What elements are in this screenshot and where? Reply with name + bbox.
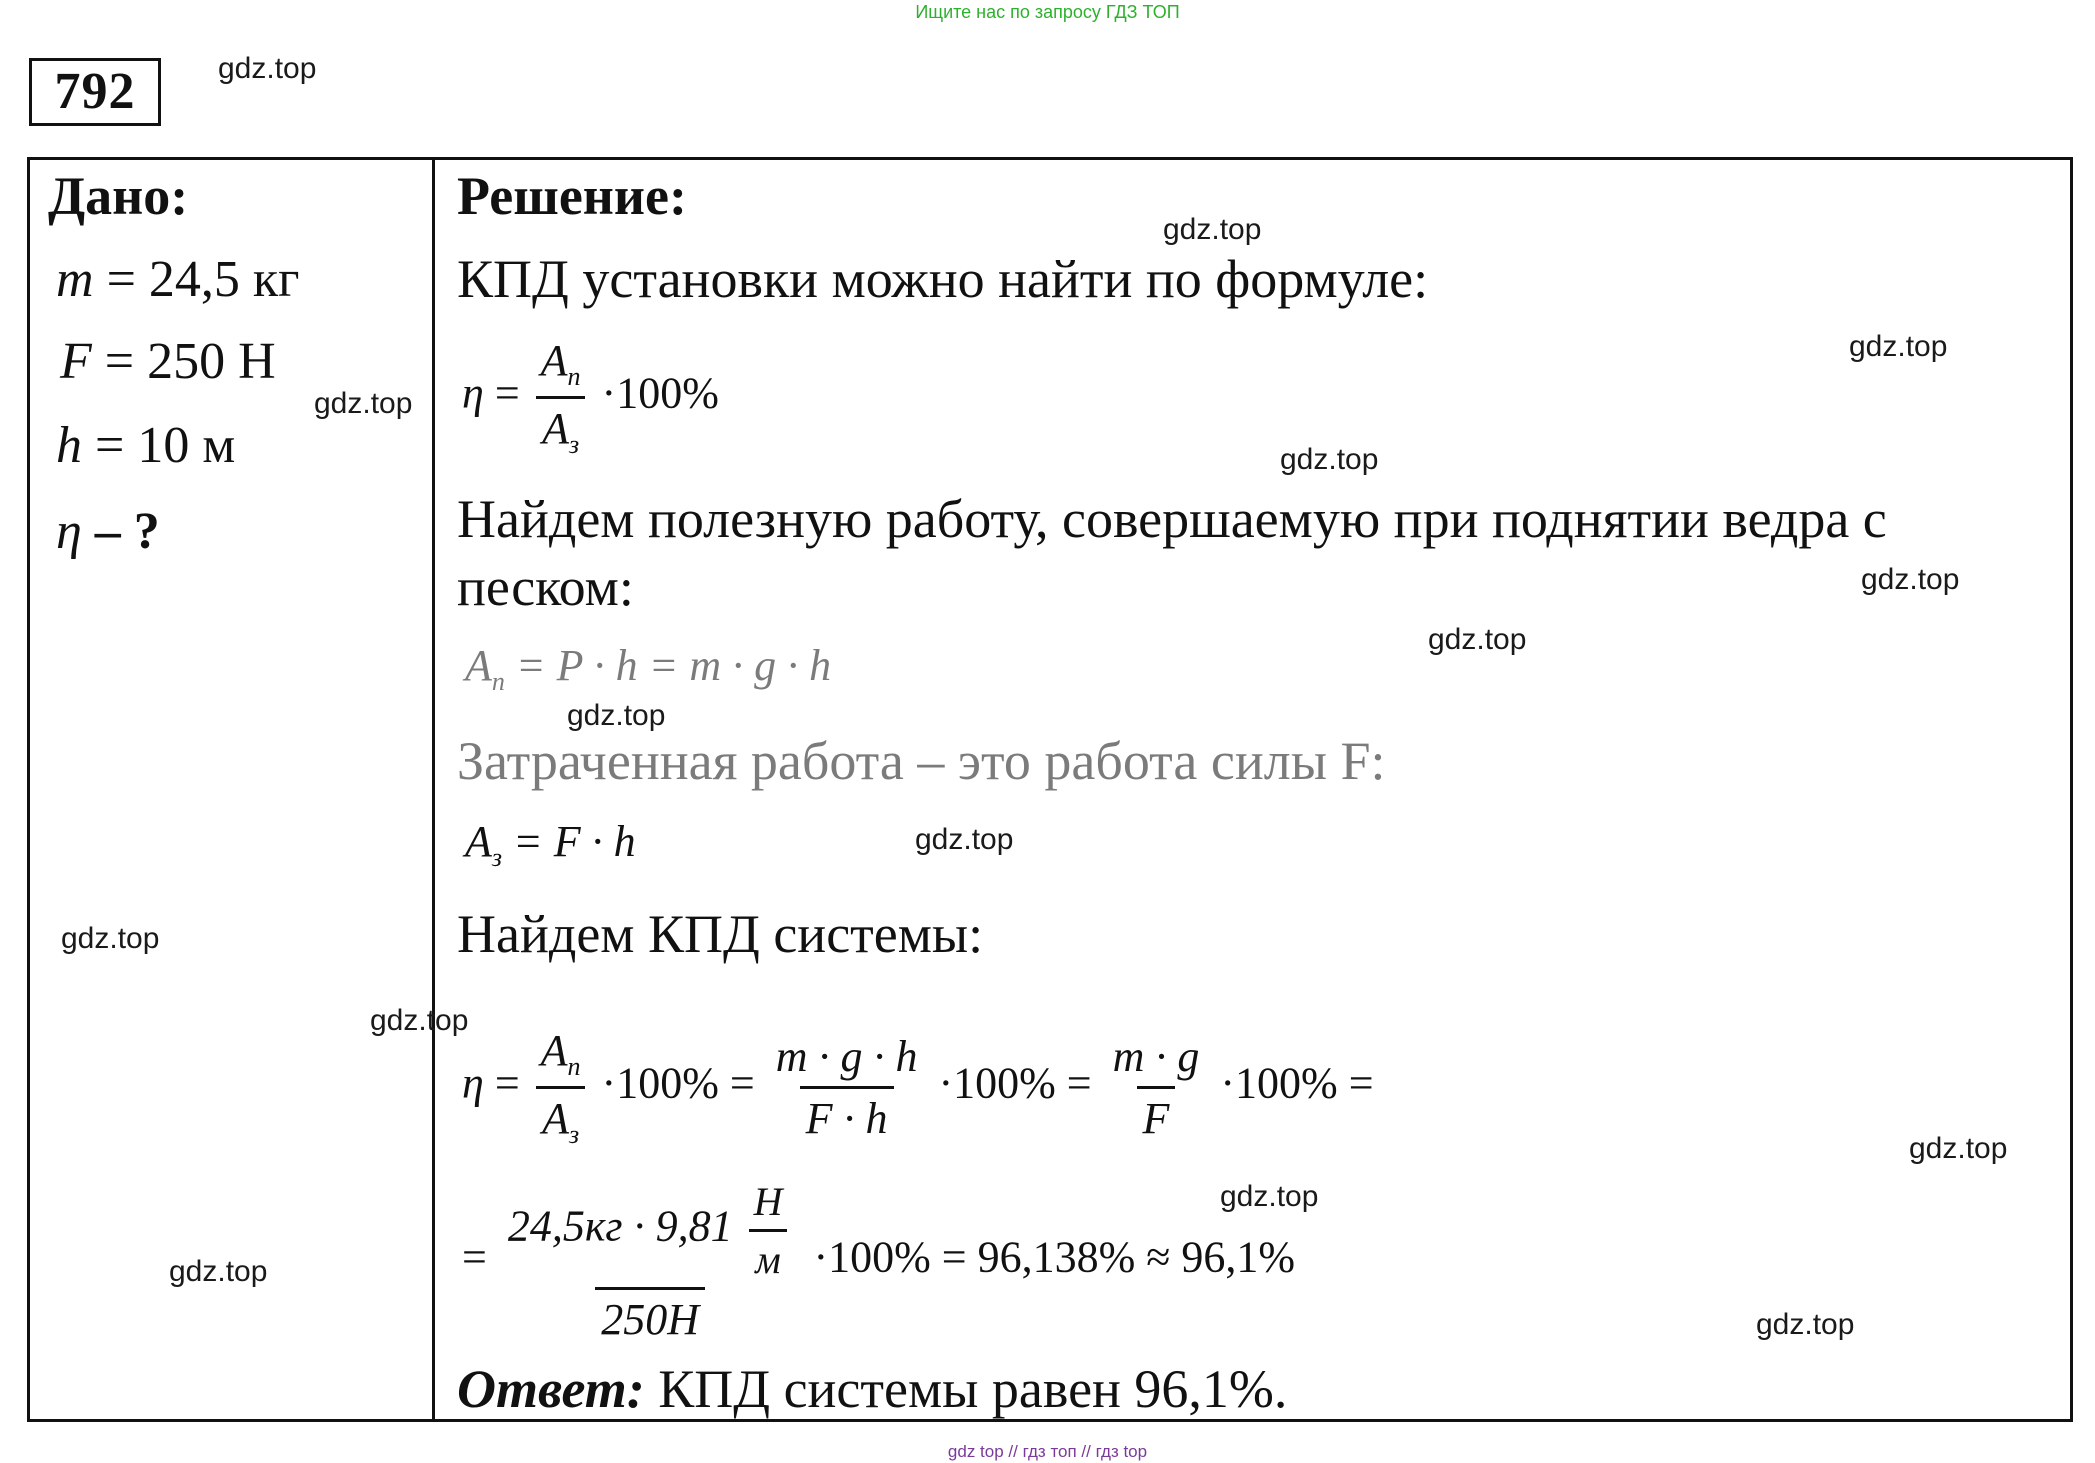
watermark: gdz.top — [1163, 213, 1262, 246]
solution-line-2b: песком: — [457, 557, 634, 617]
watermark: gdz.top — [370, 1004, 469, 1037]
spent-subscript: з — [491, 842, 503, 872]
work-symbol: A — [542, 403, 569, 453]
numerator-mg: m · g — [1112, 1031, 1200, 1081]
height-value: = 10 м — [95, 417, 236, 474]
watermark: gdz.top — [915, 823, 1014, 856]
mass-value: = 24,5 кг — [106, 251, 300, 308]
fraction-an-az — [535, 1025, 587, 1150]
answer-line — [457, 1358, 1287, 1420]
spent-subscript: з — [568, 429, 580, 459]
height-symbol: h — [56, 417, 82, 474]
useful-work-formula — [465, 640, 831, 697]
times-100-percent: ·100% — [601, 368, 719, 418]
solution-title: Решение: — [457, 166, 687, 226]
solution-line-4: Найдем КПД системы: — [457, 904, 984, 964]
unknown-mark: – ? — [94, 503, 160, 560]
watermark: gdz.top — [1756, 1308, 1855, 1341]
fraction-calc — [502, 1178, 799, 1345]
watermark: gdz.top — [1849, 330, 1948, 363]
useful-subscript: п — [567, 1051, 581, 1081]
watermark: gdz.top — [61, 922, 160, 955]
efficiency-chain — [462, 1025, 1374, 1150]
unit-newton: Н — [753, 1179, 783, 1224]
given-title: Дано: — [48, 166, 189, 226]
given-height — [56, 416, 235, 475]
work-symbol: A — [540, 1026, 568, 1075]
denominator-calc: 250Н — [595, 1287, 705, 1345]
useful-subscript: п — [567, 361, 581, 391]
eta-symbol: η — [462, 1058, 484, 1108]
equals-sign: = — [494, 1058, 520, 1108]
given-unknown — [56, 502, 160, 561]
spent-work-expression: = F · h — [513, 817, 636, 866]
work-symbol: A — [542, 1093, 569, 1143]
work-symbol: A — [540, 336, 568, 385]
useful-subscript: п — [491, 666, 505, 696]
given-force — [60, 332, 276, 391]
mass-symbol: m — [56, 251, 94, 308]
numerator-values: 24,5кг · 9,81 — [507, 1201, 733, 1251]
equals-sign: = — [1066, 1058, 1092, 1108]
calculation-result: ·100% = 96,138% ≈ 96,1% — [813, 1232, 1296, 1282]
watermark: gdz.top — [314, 387, 413, 420]
watermark: gdz.top — [1909, 1132, 2008, 1165]
force-symbol: F — [60, 333, 92, 390]
watermark: gdz.top — [1220, 1180, 1319, 1213]
unit-meter: м — [749, 1229, 787, 1283]
solution-line-1: КПД установки можно найти по формуле: — [457, 249, 1429, 309]
unit-fraction — [748, 1178, 789, 1283]
eta-symbol: η — [462, 368, 484, 418]
column-divider — [432, 157, 435, 1422]
equals-sign: = — [729, 1058, 755, 1108]
times-100-percent: ·100% — [938, 1058, 1056, 1108]
fraction-mgh-fh — [770, 1031, 924, 1144]
spent-work-formula — [465, 816, 636, 873]
calculation — [462, 1178, 1295, 1345]
useful-work-expression: = P · h = m · g · h — [515, 641, 832, 690]
times-100-percent: ·100% — [601, 1058, 719, 1108]
footer-links: gdz top // гдз топ // гдз top — [947, 1442, 1148, 1461]
top-banner: Ищите нас по запросу ГДЗ ТОП — [915, 2, 1180, 22]
watermark: gdz.top — [1861, 563, 1960, 596]
equals-sign: = — [462, 1232, 487, 1282]
watermark: gdz.top — [169, 1255, 268, 1288]
denominator-f: F — [1137, 1086, 1176, 1144]
watermark: gdz.top — [1428, 623, 1527, 656]
work-symbol: A — [465, 817, 492, 866]
given-mass — [56, 250, 299, 309]
answer-text: КПД системы равен 96,1%. — [658, 1359, 1288, 1419]
eta-symbol: η — [56, 503, 82, 560]
solution-line-2: Найдем полезную работу, совершаемую при поднятии ведра с — [457, 489, 1887, 549]
work-symbol: A — [465, 641, 492, 690]
watermark: gdz.top — [1280, 443, 1379, 476]
answer-label: Ответ: — [457, 1359, 645, 1419]
denominator-fh: F · h — [800, 1086, 894, 1144]
spent-subscript: з — [568, 1119, 580, 1149]
fraction-mg-f — [1107, 1031, 1206, 1144]
fraction-an-az — [535, 335, 587, 460]
numerator-mgh: m · g · h — [775, 1031, 918, 1081]
watermark: gdz.top — [218, 52, 317, 85]
force-value: = 250 Н — [104, 333, 276, 390]
efficiency-formula — [462, 335, 719, 460]
numerator-calc — [502, 1178, 799, 1287]
equals-sign: = — [494, 368, 520, 418]
watermark: gdz.top — [567, 699, 666, 732]
times-100-percent-eq: ·100% = — [1220, 1058, 1374, 1108]
solution-line-3: Затраченная работа – это работа силы F: — [457, 731, 1386, 791]
problem-number: 792 — [29, 58, 161, 126]
